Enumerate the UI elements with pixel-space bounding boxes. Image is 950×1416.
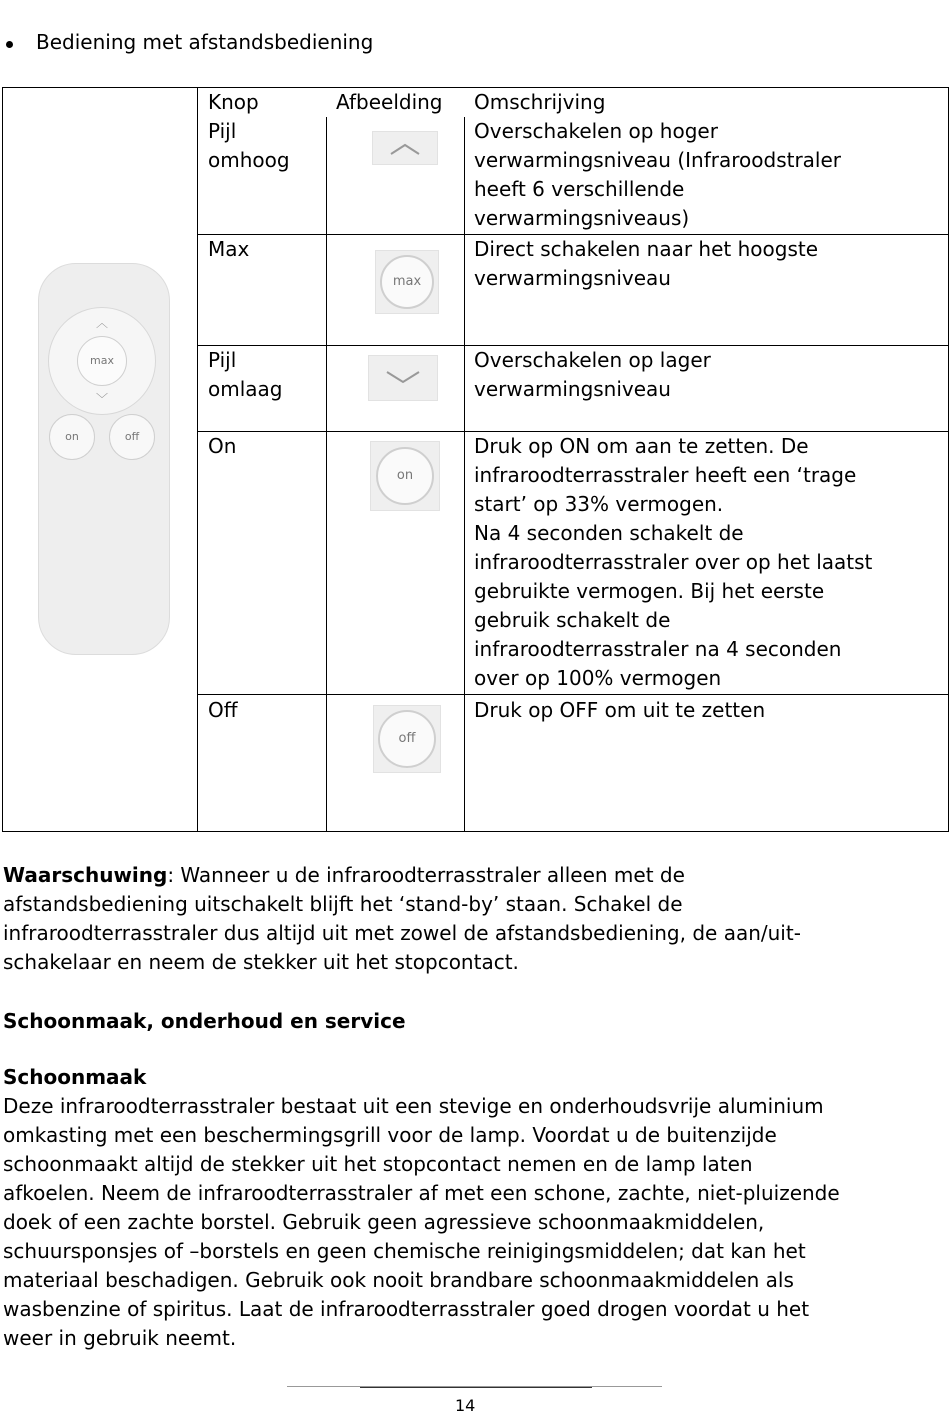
bullet-item	[0, 28, 950, 57]
bullet-dot-icon	[6, 41, 13, 48]
cleaning-line: wasbenzine of spiritus. Laat de infraroodterrasstraler goed drogen voordat u het	[3, 1297, 810, 1321]
bullet-text: Bediening met afstandsbediening	[36, 30, 374, 54]
row-on-omschrijving: Druk op ON om aan te zetten. De infraroodterrasstraler heeft een ‘trage start’ op 33% vermogen. Na 4 seconden schakelt de infraroodterrasstraler over op het laatst gebruikte vermogen. Bij het eerste gebruik schakelt de infraroodterrasstraler na 4 seconden over op 100% vermogen	[474, 434, 873, 690]
remote-arrow-down-icon: ﹀	[95, 392, 108, 406]
arrow-down-icon	[368, 355, 438, 401]
remote-control-image	[38, 263, 170, 655]
off-icon: off	[378, 710, 436, 768]
remote-arrow-up-icon: ︿	[95, 316, 108, 330]
row-pijl-omhoog-omschrijving: Overschakelen op hoger verwarmingsniveau (Infraroodstraler heeft 6 verschillende verwarmingsniveaus)	[474, 119, 842, 230]
row-off-knop: Off	[208, 698, 238, 722]
cleaning-line: doek of een zachte borstel. Gebruik geen agressieve schoonmaakmiddelen,	[3, 1210, 765, 1234]
warning-line-2: afstandsbediening uitschakelt blijft het ‘stand-by’ staan. Schakel de	[3, 892, 683, 916]
max-button-image	[375, 250, 439, 314]
remote-max-button: max	[77, 336, 127, 386]
warning-text: : Wanneer u de infraroodterrasstraler alleen met de	[167, 863, 685, 887]
header-afbeelding: Afbeelding	[336, 90, 443, 114]
header-omschrijving: Omschrijving	[474, 90, 606, 114]
table-row-divider	[197, 694, 949, 695]
max-icon: max	[380, 255, 434, 309]
row-max-omschrijving: Direct schakelen naar het hoogste verwarmingsniveau	[474, 237, 819, 290]
remote-dpad	[48, 307, 156, 415]
table-border-left	[2, 87, 3, 832]
remote-off-button: off	[109, 414, 155, 460]
row-pijl-omlaag-knop: Pijl omlaag	[208, 348, 283, 401]
off-button-image	[373, 705, 441, 773]
row-on-knop: On	[208, 434, 237, 458]
remote-control-table	[2, 87, 949, 832]
cleaning-line: weer in gebruik neemt.	[3, 1326, 237, 1350]
remote-on-button: on	[49, 414, 95, 460]
row-off-omschrijving: Druk op OFF om uit te zetten	[474, 698, 766, 722]
cleaning-line: schuursponsjes of –borstels en geen chemische reinigingsmiddelen; dat kan het	[3, 1239, 806, 1263]
table-border-bottom	[2, 831, 949, 832]
page-number: 14	[455, 1396, 476, 1415]
on-icon: on	[376, 447, 434, 505]
table-col-divider	[326, 117, 327, 832]
subsection-title: Schoonmaak	[3, 1065, 147, 1089]
cleaning-line: omkasting met een beschermingsgrill voor de lamp. Voordat u de buitenzijde	[3, 1123, 777, 1147]
cleaning-line: materiaal beschadigen. Gebruik ook nooit brandbare schoonmaakmiddelen als	[3, 1268, 794, 1292]
warning-label: Waarschuwing	[3, 863, 168, 887]
table-border-right	[948, 87, 949, 832]
cleaning-line: schoonmaakt altijd de stekker uit het stopcontact nemen en de lamp laten	[3, 1152, 753, 1176]
footer-divider	[360, 1387, 592, 1388]
warning-line-1	[3, 861, 685, 890]
row-max-knop: Max	[208, 237, 250, 261]
row-pijl-omhoog-knop: Pijl omhoog	[208, 119, 290, 172]
row-pijl-omlaag-omschrijving: Overschakelen op lager verwarmingsniveau	[474, 348, 711, 401]
header-knop: Knop	[208, 90, 259, 114]
table-col-divider	[464, 117, 465, 832]
cleaning-line: Deze infraroodterrasstraler bestaat uit een stevige en onderhoudsvrije aluminium	[3, 1094, 824, 1118]
warning-line-3: infraroodterrasstraler dus altijd uit met zowel de afstandsbediening, de aan/uit-	[3, 921, 801, 945]
table-col-divider	[197, 87, 198, 832]
warning-line-4: schakelaar en neem de stekker uit het stopcontact.	[3, 950, 519, 974]
arrow-up-icon	[372, 131, 438, 165]
on-button-image	[370, 441, 440, 511]
cleaning-line: afkoelen. Neem de infraroodterrasstraler af met een schone, zachte, niet-pluizende	[3, 1181, 840, 1205]
section-title: Schoonmaak, onderhoud en service	[3, 1009, 406, 1033]
